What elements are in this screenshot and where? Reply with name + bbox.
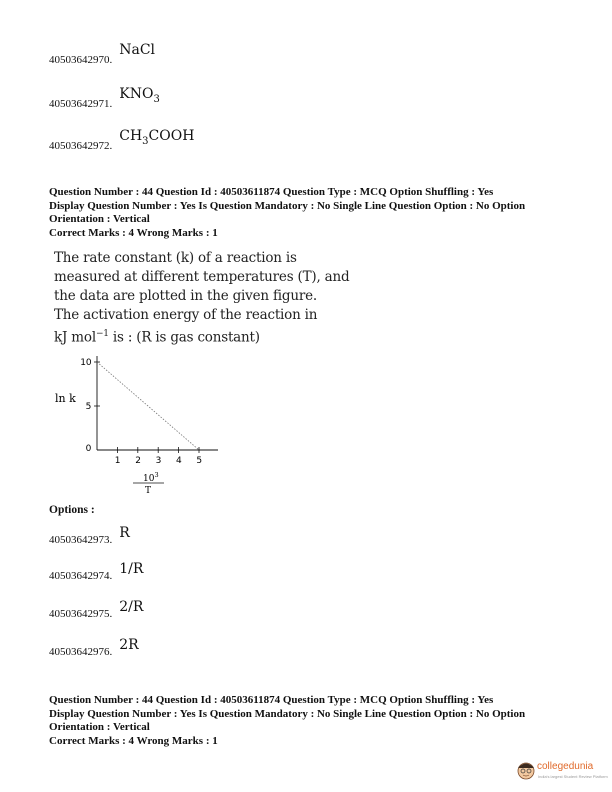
question-line: The rate constant (k) of a reaction is xyxy=(54,250,297,266)
marks-line: Correct Marks : 4 Wrong Marks : 1 xyxy=(49,226,218,239)
option-text: NaCl xyxy=(119,42,156,58)
question-suffix: is : (R is gas constant) xyxy=(108,329,260,346)
question-header xyxy=(49,186,589,240)
option-id: 40503642974. xyxy=(49,570,113,582)
option-text: R xyxy=(119,525,130,541)
option-id: 40503642975. xyxy=(49,608,113,620)
x-tick-label: 3 xyxy=(155,456,162,466)
unit-superscript: −1 xyxy=(95,329,109,339)
mascot-icon xyxy=(516,759,536,781)
brand-name: collegedunia xyxy=(537,761,594,772)
x-tick-label: 5 xyxy=(196,456,203,466)
options-label: Options : xyxy=(49,504,95,516)
option-text: 2R xyxy=(119,637,139,653)
option-c[interactable] xyxy=(49,599,144,622)
prev-option-3 xyxy=(49,128,195,156)
option-id: 40503642976. xyxy=(49,646,113,658)
option-a[interactable] xyxy=(49,525,130,548)
data-line xyxy=(97,362,199,450)
y-axis-label: ln k xyxy=(55,392,76,405)
marks-line: Correct Marks : 4 Wrong Marks : 1 xyxy=(49,734,218,747)
option-text: 1/R xyxy=(119,561,144,577)
prev-option-2 xyxy=(49,86,160,114)
x-label-num: 10 xyxy=(143,474,155,484)
question-line-last xyxy=(54,325,299,348)
option-text-before: CH xyxy=(119,128,143,144)
option-id: 40503642973. xyxy=(49,534,113,546)
x-label-numerator xyxy=(143,471,159,484)
y-tick-label: 0 xyxy=(85,444,92,454)
option-text-after: COOH xyxy=(148,128,195,144)
option-id: 40503642972. xyxy=(49,140,113,152)
option-b[interactable] xyxy=(49,561,144,584)
next-question-header xyxy=(49,694,589,748)
header-line-2: Display Question Number : Yes Is Question Mandatory : No Single Line Question Option : No Option xyxy=(49,707,526,720)
prev-option-1 xyxy=(49,42,156,68)
x-tick-label: 1 xyxy=(114,456,121,466)
question-line: the data are plotted in the given figure. xyxy=(54,288,317,304)
question-line: The activation energy of the reaction in xyxy=(54,307,318,323)
header-line-1: Question Number : 44 Question Id : 40503611874 Question Type : MCQ Option Shuffling : Yes xyxy=(49,694,494,706)
option-id: 40503642970. xyxy=(49,54,113,66)
x-tick-label: 4 xyxy=(176,456,182,466)
collegedunia-logo xyxy=(516,757,608,785)
ln-k-chart xyxy=(40,348,240,503)
y-tick-label: 5 xyxy=(85,402,92,412)
x-tick-label: 2 xyxy=(135,456,141,466)
option-d[interactable] xyxy=(49,637,139,660)
question-line: measured at different temperatures (T), and xyxy=(54,269,350,285)
question-text xyxy=(54,249,350,348)
option-text: KNO xyxy=(119,86,154,102)
header-line-1: Question Number : 44 Question Id : 40503611874 Question Type : MCQ Option Shuffling : Yes xyxy=(49,186,494,198)
header-line-3: Orientation : Vertical xyxy=(49,213,150,225)
header-line-3: Orientation : Vertical xyxy=(49,721,150,733)
x-label-sup: 3 xyxy=(154,471,159,479)
option-subscript: 3 xyxy=(153,93,160,105)
header-line-2: Display Question Number : Yes Is Question Mandatory : No Single Line Question Option : No Option xyxy=(49,199,526,212)
option-subscript: 3 xyxy=(142,135,149,147)
x-label-denominator: T xyxy=(145,486,152,496)
brand-tagline: India's largest Student Review Platform xyxy=(538,774,608,779)
y-tick-label: 10 xyxy=(80,358,92,368)
option-id: 40503642971. xyxy=(49,98,113,110)
option-text: 2/R xyxy=(119,599,144,615)
unit-text: kJ mol xyxy=(54,329,96,346)
